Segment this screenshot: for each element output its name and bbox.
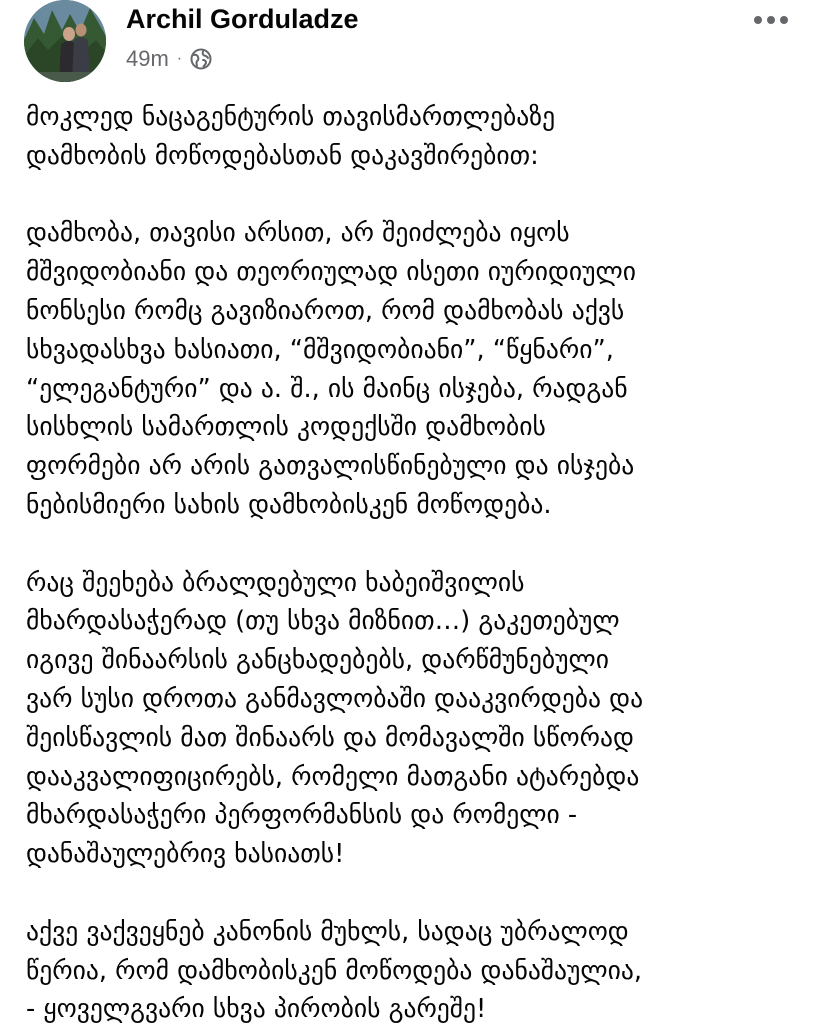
post-body: [26, 98, 801, 1029]
post-timestamp[interactable]: 49m: [126, 46, 169, 71]
avatar[interactable]: [24, 0, 106, 82]
post-paragraph-4: აქვე ვაქვეყნებ კანონის მუხლს, სადაც უბრალოდ წერია, რომ დამხობისკენ მოწოდება დანაშაულია, - ყოველგვარი სხვა პირობის გარეშე!: [26, 916, 643, 1025]
post-paragraph-2: დამხობა, თავისი არსით, არ შეიძლება იყოს მშვიდობიანი და თეორიულად ისეთი იურიდიული ნონსესი რომც გავიზიაროთ, რომ დამხობას აქვს სხვადასხვა ხასიათი, “მშვიდობიანი”, “წყნარი”, “ელეგანტური” და ა. შ., ის მაინც ისჯება, რადგან სისხლის სამართლის კოდექსში დამხობის ფორმები არ არის გათვალისწინებული და ისჯება ნებისმიერი სახის დამხობისკენ მოწოდება.: [26, 218, 637, 520]
meta-separator: ·: [176, 50, 183, 67]
post-paragraph-1: მოკლედ ნაცაგენტურის თავისმართლებაზე დამხობის მოწოდებასთან დაკავშირებით:: [26, 102, 556, 171]
avatar-photo-icon: [24, 0, 106, 82]
more-options-button[interactable]: [748, 6, 794, 34]
post-meta: [126, 46, 212, 72]
post-header: [0, 0, 817, 90]
author-name[interactable]: Archil Gorduladze: [126, 4, 359, 34]
more-options-icon: [751, 14, 791, 26]
globe-icon[interactable]: [190, 48, 212, 70]
post-paragraph-3: რაც შეეხება ბრალდებული ხაბეიშვილის მხარდასაჭერად (თუ სხვა მიზნით…) გაკეთებულ იგივე შინაარსის განცხადებებს, დარწმუნებული ვარ სუსი დროთა განმავლობაში დააკვირდება და შეისწავლის მათ შინაარს და მომავალში სწორად დააკვალიფიცირებს, რომელი მათგანი ატარებდა მხარდასაჭერი პერფორმანსის და რომელი - დანაშაულებრივ ხასიათს!: [26, 567, 644, 870]
